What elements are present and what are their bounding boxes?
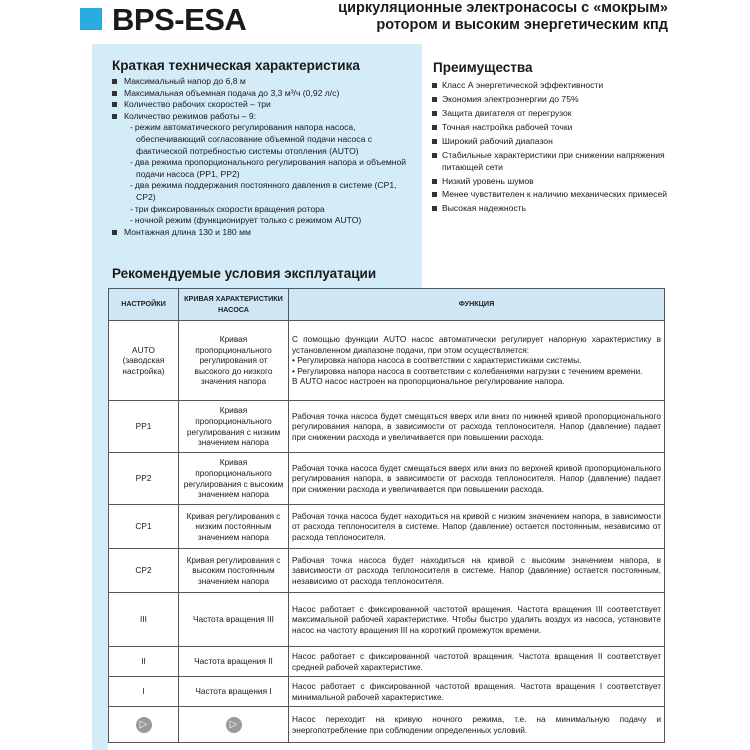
model-title: BPS-ESA — [112, 2, 247, 37]
table-row — [109, 593, 665, 647]
curve-cell: Кривая регулирования с высоким постоянным значением напора — [179, 549, 289, 593]
curve-cell: Кривая пропорционального регулирования с высоким значением напора — [179, 453, 289, 505]
curve-cell — [179, 707, 289, 743]
advantage-item: Экономия электроэнергии до 75% — [432, 94, 672, 106]
spec-subitem: - ночной режим (функционирует только с режимом AUTO) — [112, 215, 412, 227]
curve-cell: Кривая пропорционального регулирования с низким значением напора — [179, 401, 289, 453]
night-mode-icon: ▷ — [226, 717, 242, 733]
curve-cell: Кривая пропорционального регулирования от высокого до низкого значения напора — [179, 321, 289, 401]
spec-item: Количество режимов работы – 9: — [112, 111, 412, 123]
setting-cell: PP1 — [109, 401, 179, 453]
table-row — [109, 647, 665, 677]
curve-cell: Частота вращения I — [179, 677, 289, 707]
subtitle-line-1: циркуляционные электронасосы с «мокрым» — [338, 0, 668, 16]
setting-cell — [109, 707, 179, 743]
function-cell: Рабочая точка насоса будет смещаться вверх или вниз по верхней кривой пропорционального регулирования напора, в зависимости от расхода теплоносителя. Напор (давление) падает при снижении расхода и увеличивается при повышении расхода. — [289, 453, 665, 505]
table-row — [109, 707, 665, 743]
header-curve: КРИВАЯ ХАРАКТЕРИСТИКИ НАСОСА — [179, 289, 289, 321]
function-line: • Регулировка напора насоса в соответствии с характеристиками системы. — [292, 355, 582, 366]
function-cell: Рабочая точка насоса будет находиться на кривой с высоким значением напора, в зависимости от расхода теплоносителя в системе. Напор (давление) остается постоянным, независимо от расхода теплоносителя. — [289, 549, 665, 593]
function-cell: Рабочая точка насоса будет находиться на кривой с низким значением напора, в зависимости от расхода теплоносителя в системе. Напор (давление) остается постоянным, независимо от расхода теплоносителя. — [289, 505, 665, 549]
spec-item: Максимальная объемная подача до 3,3 м³/ч (0,92 л/с) — [112, 88, 412, 100]
spec-item: Количество рабочих скоростей – три — [112, 99, 412, 111]
spec-subitem: - два режима поддержания постоянного давления в системе (CP1, CP2) — [112, 180, 412, 203]
spec-item: Максимальный напор до 6,8 м — [112, 76, 412, 88]
curve-cell: Частота вращения II — [179, 647, 289, 677]
advantage-item: Стабильные характеристики при снижении напряжения питающей сети — [432, 150, 672, 173]
specs-title: Краткая техническая характеристика — [112, 58, 360, 73]
table-row — [109, 549, 665, 593]
spec-subitem: - режим автоматического регулирования напора насоса, обеспечивающий согласование объемной подачи насоса с фактической потребностью системы отопления (AUTO) — [112, 122, 412, 157]
table-header-row — [109, 289, 665, 321]
advantage-item: Точная настройка рабочей точки — [432, 122, 672, 134]
subtitle-line-2: ротором и высоким энергетическим кпд — [376, 17, 668, 33]
advantage-item: Защита двигателя от перегрузок — [432, 108, 672, 120]
function-cell: Рабочая точка насоса будет смещаться вверх или вниз по нижней кривой пропорционального регулирования напора, в зависимости от расхода теплоносителя. Напор (давление) падает при снижении расхода и увеличивается при повышении расхода. — [289, 401, 665, 453]
night-mode-icon: ▷ — [136, 717, 152, 733]
function-cell — [289, 321, 665, 401]
conditions-title: Рекомендуемые условия эксплуатации — [112, 266, 377, 281]
setting-cell: III — [109, 593, 179, 647]
setting-cell: CP2 — [109, 549, 179, 593]
table-row — [109, 321, 665, 401]
specs-list — [112, 76, 412, 238]
advantage-item: Класс А энергетической эффективности — [432, 80, 672, 92]
function-cell: Насос переходит на кривую ночного режима, т.е. на минимальную подачу и энергопотребление при соблюдении определенных условий. — [289, 707, 665, 743]
advantages-title: Преимущества — [433, 60, 533, 75]
curve-cell: Частота вращения III — [179, 593, 289, 647]
conditions-table-wrap — [108, 288, 664, 750]
conditions-table — [108, 288, 665, 743]
setting-cell: AUTO (заводская настройка) — [109, 321, 179, 401]
function-cell: Насос работает с фиксированной частотой вращения. Частота вращения I соответствует минимальной рабочей характеристике. — [289, 677, 665, 707]
function-cell: Насос работает с фиксированной частотой вращения. Частота вращения III соответствует максимальной рабочей характеристике. Чтобы быстро удалить воздух из насоса, установите насос на частоту вращения III на короткий промежуток времени. — [289, 593, 665, 647]
header-settings: НАСТРОЙКИ — [109, 289, 179, 321]
setting-cell: CP1 — [109, 505, 179, 549]
function-line: С помощью функции AUTO насос автоматически регулирует напорную характеристику в установленном диапазоне подачи, при этом осуществляется: — [292, 334, 661, 355]
spec-subitem: - два режима пропорционального регулирования напора и объемной подачи насоса (PP1, PP2) — [112, 157, 412, 180]
page-subtitle — [308, 0, 668, 34]
advantage-item: Широкий рабочий диапазон — [432, 136, 672, 148]
brand-accent-square — [80, 8, 102, 30]
advantage-item: Менее чувствителен к наличию механических примесей — [432, 189, 672, 201]
advantage-item: Высокая надежность — [432, 203, 672, 215]
spec-item: Монтажная длина 130 и 180 мм — [112, 227, 412, 239]
setting-cell: PP2 — [109, 453, 179, 505]
table-row — [109, 401, 665, 453]
table-row — [109, 677, 665, 707]
advantage-item: Низкий уровень шумов — [432, 176, 672, 188]
function-cell: Насос работает с фиксированной частотой вращения. Частота вращения II соответствует средней рабочей характеристике. — [289, 647, 665, 677]
advantages-list — [432, 80, 672, 217]
setting-cell: II — [109, 647, 179, 677]
table-row — [109, 453, 665, 505]
spec-subitem: - три фиксированных скорости вращения ротора — [112, 204, 412, 216]
function-line: • Регулировка напора насоса в соответствии с колебаниями нагрузки с течением времени. — [292, 365, 643, 376]
table-row — [109, 505, 665, 549]
header-function: ФУНКЦИЯ — [289, 289, 665, 321]
curve-cell: Кривая регулирования с низким постоянным значением напора — [179, 505, 289, 549]
setting-cell: I — [109, 677, 179, 707]
function-line: В AUTO насос настроен на пропорциональное регулирование напора. — [292, 376, 565, 387]
